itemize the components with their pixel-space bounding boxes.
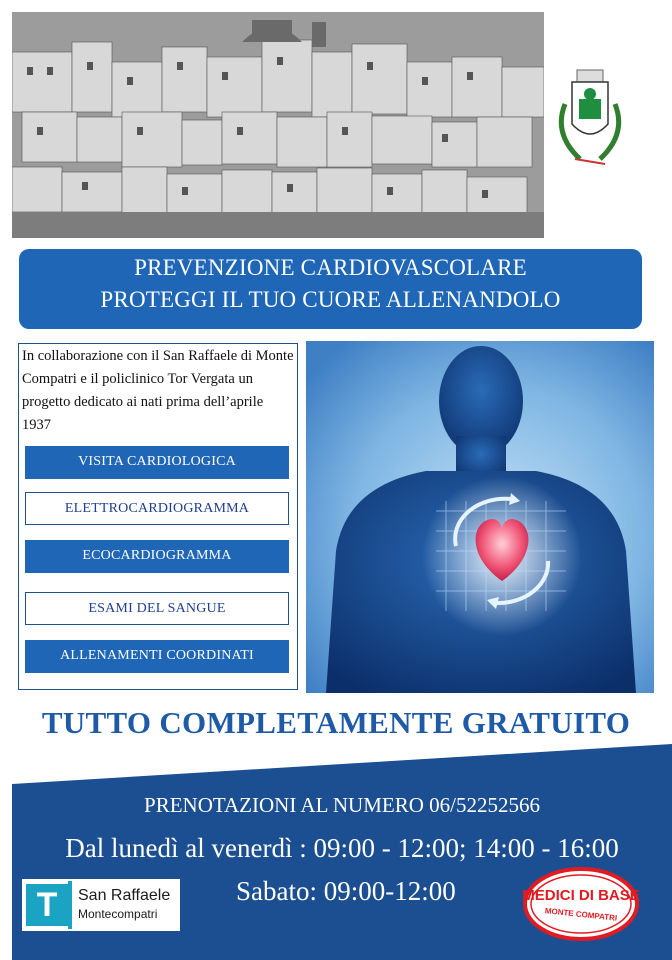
- stamp-subtitle: MONTE COMPATRI: [544, 906, 618, 923]
- intro-text: In collaborazione con il San Raffaele di Monte Compatri e il policlinico Tor Vergata un progetto dedicato ai nati prima dell’aprile 1937: [22, 348, 294, 433]
- banner-title-line-2: PROTEGGI IL TUO CUORE ALLENANDOLO: [100, 287, 561, 312]
- service-elettrocardiogramma: ELETTROCARDIOGRAMMA: [25, 492, 289, 525]
- municipal-crest: [545, 64, 635, 184]
- saturday-hours: Sabato: 09:00-12:00: [236, 876, 456, 906]
- booking-phone-line: PRENOTAZIONI AL NUMERO 06/52252566: [144, 793, 540, 817]
- title-banner: [19, 249, 642, 329]
- stamp-title: MEDICI DI BASE: [522, 887, 640, 904]
- weekday-hours: Dal lunedì al venerdì : 09:00 - 12:00; 14:00 - 16:00: [65, 833, 619, 863]
- banner-title-line-1: PREVENZIONE CARDIOVASCOLARE: [134, 255, 527, 280]
- t-glyph-icon: T: [36, 886, 58, 924]
- free-headline: TUTTO COMPLETAMENTE GRATUITO: [41, 705, 631, 740]
- service-allenamenti-coordinati: ALLENAMENTI COORDINATI: [25, 640, 289, 673]
- service-esami-del-sangue: ESAMI DEL SANGUE: [25, 592, 289, 625]
- services-panel: [18, 343, 298, 690]
- hospital-name: San Raffaele: [78, 887, 171, 904]
- town-drawing: [12, 12, 544, 238]
- logo-divider: [68, 881, 72, 929]
- hospital-place: Montecompatri: [78, 907, 158, 921]
- heart-illustration: [306, 341, 654, 693]
- medici-di-base-stamp: [522, 866, 640, 942]
- san-raffaele-logo: [22, 879, 180, 931]
- town-illustration: [12, 12, 544, 238]
- service-visita-cardiologica: VISITA CARDIOLOGICA: [25, 446, 289, 479]
- service-ecocardiogramma: ECOCARDIOGRAMMA: [25, 540, 289, 573]
